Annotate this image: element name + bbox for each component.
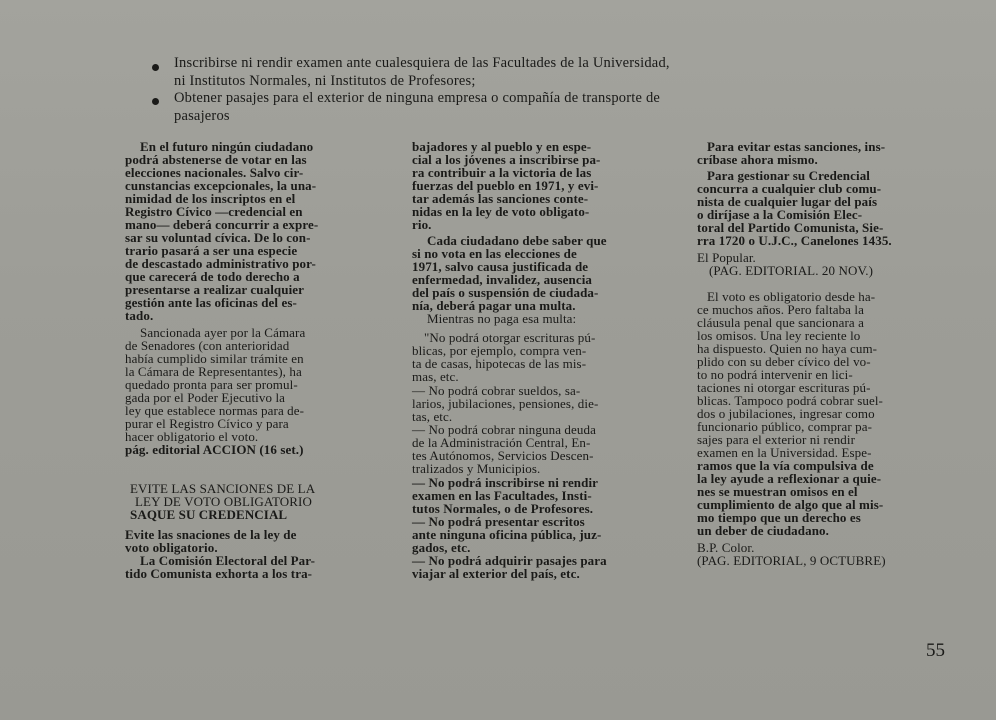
col1-line: quedado pronta para ser promul-: [125, 377, 298, 392]
col1-line: la Cámara de Representantes), ha: [125, 364, 302, 379]
bullet-1-line-2: ni Institutos Normales, ni Institutos de Profesores;: [174, 73, 476, 89]
col3-line: los omisos. Una ley reciente lo: [697, 328, 861, 343]
col2-line: tralizados y Municipios.: [412, 461, 541, 476]
col3-line: dos o jubilaciones, ingresar como: [697, 406, 875, 421]
col3-line: nista de cualquier lugar del país: [697, 194, 878, 209]
col2-line: cial a los jóvenes a inscribirse pa-: [412, 152, 601, 167]
col1-heading-line: LEY DE VOTO OBLIGATORIO: [135, 494, 312, 509]
col2-line: ante ninguna oficina pública, juz-: [412, 527, 602, 542]
col2-line: — No podrá adquirir pasajes para: [412, 553, 607, 568]
col3-line: concurra a cualquier club comu-: [697, 181, 882, 196]
col2-line: tas, etc.: [412, 409, 453, 424]
col2-line: fuerzas del pueblo en 1971, y evi-: [412, 178, 599, 193]
col1-line: Sancionada ayer por la Cámara: [140, 325, 306, 340]
col1-line: elecciones nacionales. Salvo cir-: [125, 165, 304, 180]
bullet-dot: [152, 64, 159, 71]
col1-line: tido Comunista exhorta a los tra-: [125, 566, 313, 581]
col3-line: Para gestionar su Credencial: [707, 168, 871, 183]
col1-line: Registro Cívico —credencial en: [125, 204, 303, 219]
col2-line: Mientras no paga esa multa:: [427, 311, 577, 326]
col1-line: La Comisión Electoral del Par-: [140, 553, 316, 568]
col2-line: 1971, salvo causa justificada de: [412, 259, 589, 274]
col3-source: (PAG. EDITORIAL, 9 OCTUBRE): [697, 553, 886, 568]
col2-line: de la Administración Central, En-: [412, 435, 591, 450]
col1-line: de Senadores (con anterioridad: [125, 338, 290, 353]
col1-heading-line: EVITE LAS SANCIONES DE LA: [130, 481, 316, 496]
col1-line: voto obligatorio.: [125, 540, 218, 555]
col2-line: tar además las sanciones conte-: [412, 191, 589, 206]
col2-line: nidas en la ley de voto obligato-: [412, 204, 590, 219]
col1-line: que carecerá de todo derecho a: [125, 269, 300, 284]
col3-line: sajes para el exterior ni rendir: [697, 432, 856, 447]
col1-line: mano— deberá concurrir a expre-: [125, 217, 319, 232]
bullet-dot: [152, 98, 159, 105]
col3-line: cumplimiento de algo que al mis-: [697, 497, 884, 512]
col3-line: nes se muestran omisos en el: [697, 484, 858, 499]
col2-line: "No podrá otorgar escrituras pú-: [424, 330, 596, 345]
col3-line: plido con su deber cívico del vo-: [697, 354, 871, 369]
bullet-1-line-1: Inscribirse ni rendir examen ante cualesquiera de las Facultades de la Universidad,: [174, 55, 670, 71]
col2-line: larios, jubilaciones, pensiones, die-: [412, 396, 599, 411]
col2-line: — No podrá cobrar ninguna deuda: [412, 422, 596, 437]
col3-line: ramos que la vía compulsiva de: [697, 458, 874, 473]
col2-line: rio.: [412, 217, 432, 232]
col3-source: (PAG. EDITORIAL. 20 NOV.): [709, 263, 874, 278]
col1-line: tado.: [125, 308, 154, 323]
col3-line: blicas. Tampoco podrá cobrar suel-: [697, 393, 883, 408]
col2-line: ra contribuir a la victoria de las: [412, 165, 592, 180]
col1-line: purar el Registro Cívico y para: [125, 416, 289, 431]
col3-line: funcionario público, comprar pa-: [697, 419, 873, 434]
col2-line: — No podrá cobrar sueldos, sa-: [412, 383, 581, 398]
col2-line: ta de casas, hipotecas de las mis-: [412, 356, 587, 371]
col1-line: nimidad de los inscriptos en el: [125, 191, 296, 206]
col1-line: gestión ante las oficinas del es-: [125, 295, 297, 310]
col2-line: enfermedad, invalidez, ausencia: [412, 272, 593, 287]
col2-line: nía, deberá pagar una multa.: [412, 298, 576, 313]
col3-line: Para evitar estas sanciones, ins-: [707, 139, 886, 154]
col3-line: ce muchos años. Pero faltaba la: [697, 302, 864, 317]
col1-line: ley que establece normas para de-: [125, 403, 305, 418]
col2-line: blicas, por ejemplo, compra ven-: [412, 343, 587, 358]
col2-line: tes Autónomos, Servicios Descen-: [412, 448, 594, 463]
col3-line: ha dispuesto. Quien no haya cum-: [697, 341, 878, 356]
col1-line: En el futuro ningún ciudadano: [140, 139, 314, 154]
col1-line: Evite las snaciones de la ley de: [125, 527, 297, 542]
bullet-2-line-1: Obtener pasajes para el exterior de ninguna empresa o compañía de transporte de: [174, 90, 661, 106]
col3-line: toral del Partido Comunista, Sie-: [697, 220, 884, 235]
col1-source: pág. editorial ACCION (16 set.): [125, 442, 304, 457]
col3-line: la ley ayude a reflexionar a quie-: [697, 471, 882, 486]
col2-line: gados, etc.: [412, 540, 471, 555]
col3-line: El voto es obligatorio desde ha-: [707, 289, 876, 304]
col3-source: B.P. Color.: [697, 540, 755, 555]
bullet-2-line-2: pasajeros: [174, 108, 230, 124]
col1-line: podrá abstenerse de votar en las: [125, 152, 307, 167]
col3-line: cláusula penal que sancionara a: [697, 315, 864, 330]
col3-line: críbase ahora mismo.: [697, 152, 818, 167]
col1-line: había cumplido similar trámite en: [125, 351, 304, 366]
col3-line: taciones ni otorgar escrituras pú-: [697, 380, 871, 395]
col1-line: cunstancias excepcionales, la una-: [125, 178, 317, 193]
col2-line: Cada ciudadano debe saber que: [427, 233, 607, 248]
col3-line: to no podrá intervenir en lici-: [697, 367, 853, 382]
col2-line: tutos Normales, o de Profesores.: [412, 501, 594, 516]
col2-line: del país o suspensión de ciudada-: [412, 285, 599, 300]
col1-line: hacer obligatorio el voto.: [125, 429, 259, 444]
col3-line: rra 1720 o U.J.C., Canelones 1435.: [697, 233, 892, 248]
page-number: 55: [926, 640, 945, 661]
col2-line: viajar al exterior del país, etc.: [412, 566, 580, 581]
col1-line: de descastado administrativo por-: [125, 256, 316, 271]
col1-heading-line: SAQUE SU CREDENCIAL: [130, 507, 288, 522]
col3-line: o diríjase a la Comisión Elec-: [697, 207, 863, 222]
col1-line: gada por el Poder Ejecutivo la: [125, 390, 286, 405]
col3-line: mo tiempo que un derecho es: [697, 510, 861, 525]
col3-source: El Popular.: [697, 250, 756, 265]
col1-line: sar su voluntad cívica. De lo con-: [125, 230, 311, 245]
col2-line: si no vota en las elecciones de: [412, 246, 577, 261]
col1-line: presentarse a realizar cualquier: [125, 282, 305, 297]
col2-line: — No podrá inscribirse ni rendir: [412, 475, 599, 490]
col3-line: examen en la Universidad. Espe-: [697, 445, 872, 460]
col3-line: un deber de ciudadano.: [697, 523, 829, 538]
col1-line: trario pasará a ser una especie: [125, 243, 298, 258]
col2-line: — No podrá presentar escritos: [412, 514, 585, 529]
col2-line: examen en las Facultades, Insti-: [412, 488, 592, 503]
col2-line: mas, etc.: [412, 369, 459, 384]
col2-line: bajadores y al pueblo y en espe-: [412, 139, 592, 154]
